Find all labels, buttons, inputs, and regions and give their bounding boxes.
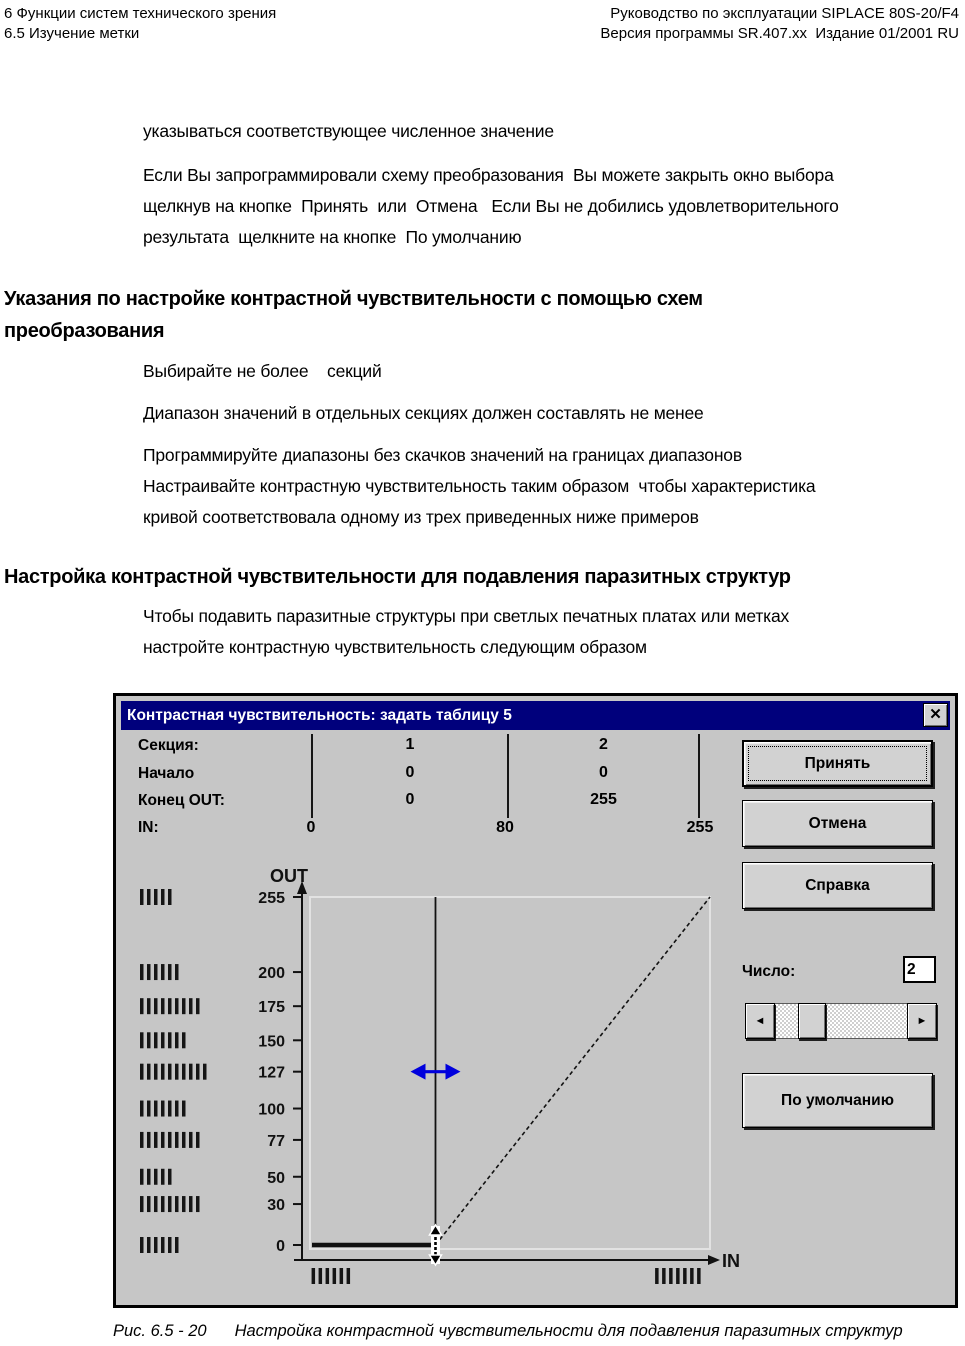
paragraph-2-line: результата щелкните на кнопке По умолчанию [143, 227, 522, 247]
paragraph-3-line: настройте контрастную чувствительность следующим образом [143, 637, 647, 657]
section-scrollbar[interactable] [745, 1003, 937, 1039]
accept-button[interactable] [742, 740, 933, 787]
close-icon: ✕ [929, 706, 942, 723]
section-2-number: 2 [599, 736, 608, 753]
accept-button-label: Принять [804, 754, 871, 772]
header-chapter: 6 Функции систем технического зрения [4, 5, 277, 22]
help-button[interactable] [742, 862, 933, 909]
svg-text:200: 200 [258, 965, 285, 983]
tip-3: Программируйте диапазоны без скачков значений на границах диапазонов [143, 445, 742, 465]
paragraph-1: указываться соответствующее численное значение [143, 121, 554, 141]
x-histogram-mark [340, 1268, 344, 1284]
defaults-button[interactable] [742, 1073, 933, 1128]
axes [270, 866, 740, 1271]
section-1-start: 0 [405, 764, 415, 781]
in-value-80: 80 [496, 819, 514, 836]
header-doc-title: Руководство по эксплуатации SIPLACE 80S-20/F4 [610, 5, 959, 22]
section-1-number: 1 [405, 736, 415, 753]
section-2-start: 0 [599, 764, 608, 781]
tip-4-line: Настраивайте контрастную чувствительность таким образом чтобы характеристика [143, 476, 816, 496]
x-histogram-mark [333, 1268, 337, 1284]
help-button-label: Справка [805, 876, 870, 894]
plot-frame [310, 897, 710, 1249]
svg-text:30: 30 [267, 1197, 285, 1215]
svg-text:77: 77 [267, 1132, 285, 1150]
defaults-button-label: По умолчанию [781, 1091, 894, 1109]
paragraph-3-line: Чтобы подавить паразитные структуры при светлых печатных платах или метках [143, 606, 790, 626]
x-histogram-mark [669, 1268, 673, 1284]
arrow-right-icon: ► [916, 1015, 928, 1027]
header-section: 6.5 Изучение метки [4, 25, 140, 42]
svg-text:0: 0 [276, 1238, 285, 1255]
x-histogram-mark [697, 1268, 701, 1284]
cancel-button[interactable] [742, 800, 933, 847]
cancel-button-label: Отмена [808, 814, 867, 832]
svg-text:50: 50 [267, 1169, 285, 1187]
x-histogram-mark [319, 1268, 323, 1284]
x-histogram-mark [326, 1268, 330, 1284]
section-heading-1-line: преобразования [4, 320, 165, 342]
in-value-0: 0 [306, 819, 316, 836]
number-label: Число: [742, 963, 796, 980]
contrast-curve-chart [123, 853, 753, 1300]
header-doc-version: Версия программы SR.407.xx Издание 01/2001 RU [600, 25, 959, 42]
figure-caption-text: Настройка контрастной чувствительности для подавления паразитных структур [234, 1322, 903, 1340]
contrast-sensitivity-dialog [113, 693, 958, 1308]
close-button[interactable] [923, 703, 948, 727]
x-histogram-mark [347, 1268, 351, 1284]
tip-4-line: кривой соответствовала одному из трех приведенных ниже примеров [143, 507, 699, 527]
dialog-titlebar[interactable] [121, 701, 950, 730]
number-input[interactable] [903, 956, 936, 983]
section-heading-1-line: Указания по настройке контрастной чувствительности с помощью схем [4, 288, 703, 310]
header-left [4, 4, 276, 44]
x-histogram-mark [312, 1268, 316, 1284]
paragraph-2 [143, 160, 839, 253]
value-cursor-handle[interactable] [429, 1225, 441, 1265]
svg-text:175: 175 [258, 999, 285, 1017]
x-histogram-mark [662, 1268, 666, 1284]
figure-caption [113, 1322, 903, 1341]
scrollbar-thumb[interactable] [798, 1003, 826, 1039]
tip-1: Выбирайте не более секций [143, 361, 382, 381]
svg-text:150: 150 [258, 1033, 285, 1051]
in-value-255: 255 [686, 819, 714, 836]
row-label-section: Секция: [138, 737, 199, 754]
arrow-left-icon: ◄ [754, 1015, 766, 1027]
paragraph-2-line: щелкнув на кнопке Принять или Отмена Если Вы не добились удовлетворительного [143, 196, 839, 216]
dialog-title: Контрастная чувствительность: задать таблицу 5 [127, 707, 512, 724]
svg-text:127: 127 [258, 1064, 285, 1082]
tip-4 [143, 471, 815, 533]
x-histogram-mark [655, 1268, 659, 1284]
paragraph-3 [143, 601, 789, 663]
figure-number: Рис. 6.5 - 20 [113, 1322, 207, 1340]
svg-text:100: 100 [258, 1101, 285, 1119]
y-ticks-and-histogram-marks [140, 889, 701, 1284]
row-label-in: IN: [138, 819, 159, 836]
section-heading-2: Настройка контрастной чувствительности для подавления паразитных структур [4, 566, 791, 588]
section-2-end-out: 255 [590, 791, 617, 808]
section-heading-1 [4, 283, 703, 347]
paragraph-2-line: Если Вы запрограммировали схему преобразования Вы можете закрыть окно выбора [143, 165, 834, 185]
row-label-start: Начало [138, 765, 195, 782]
tip-2: Диапазон значений в отдельных секциях должен составлять не менее [143, 403, 704, 423]
transfer-curve-ramp [435, 897, 710, 1245]
section-1-end-out: 0 [405, 791, 415, 808]
x-histogram-mark [690, 1268, 694, 1284]
scrollbar-right-button[interactable] [907, 1003, 937, 1039]
y-axis-label: OUT [270, 866, 308, 886]
svg-text:255: 255 [258, 890, 285, 907]
table-divider [698, 734, 700, 818]
row-label-end-out: Конец OUT: [138, 792, 225, 809]
header-right [600, 4, 959, 44]
x-histogram-mark [683, 1268, 687, 1284]
x-axis-label: IN [722, 1251, 740, 1271]
x-histogram-mark [676, 1268, 680, 1284]
